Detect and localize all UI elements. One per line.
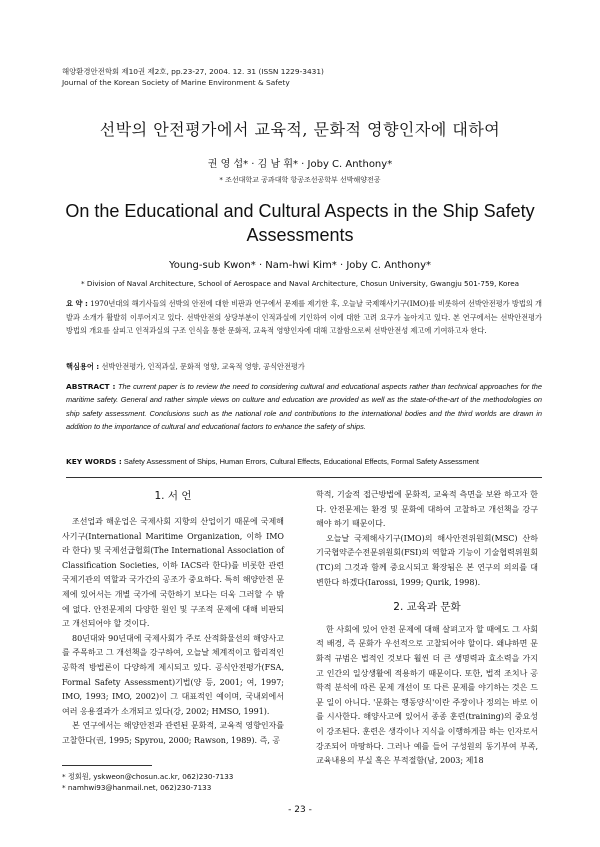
abstract-korean-label: 요 약 : xyxy=(66,299,88,308)
keywords-english-label: KEY WORDS : xyxy=(66,457,122,466)
authors-english: Young-sub Kwon* · Nam-hwi Kim* · Joby C. Anthony* xyxy=(168,260,432,271)
keywords-english-text: Safety Assessment of Ships, Human Errors, Cultural Effects, Educational Effects, Formal Safety Assessment xyxy=(123,457,479,466)
section1-continued-paragraph: 학적, 기술적 접근방법에 문화적, 교육적 측면을 보완 하고자 한다. 안전문제는 환경 및 문화에 대하여 고찰하고 개선책을 강구해야 하기 때문이다. xyxy=(316,490,538,529)
footnote-2: * namhwi93@hanmail.net, 062)230-7133 xyxy=(62,783,212,792)
keywords-korean-label: 핵심용어 : xyxy=(66,362,100,371)
page-number: - 23 - xyxy=(288,805,312,815)
left-column xyxy=(62,515,284,749)
abstract-english-text: The current paper is to review the need to considering cultural and educational aspects rather than technical approaches for the maritime safety. General and rather simple views on culture and education are provided as well as the state-of-the-art of the methodologies on ship safety assessment. Conclusions such as the national role and contributions to the international bodies and the third worlds are drawn in addition to the importance of cultural and educational factors to enhance the safety of ships. xyxy=(66,382,542,432)
keywords-korean-text: 선박안전평가, 인적과실, 문화적 영향, 교육적 영향, 공식안전평가 xyxy=(101,362,305,371)
footnotes xyxy=(62,771,233,793)
abstract-english-label: ABSTRACT : xyxy=(66,382,116,391)
right-column xyxy=(316,488,538,769)
journal-citation: 해양환경안전학회 제10권 제2호, pp.23-27, 2004. 12. 31 (ISSN 1229-3431) xyxy=(62,67,324,76)
title-korean: 선박의 안전평가에서 교육적, 문화적 영향인자에 대하여 xyxy=(99,120,501,139)
abstract-korean-text: 1970년대의 해기사들의 선박의 안전에 대한 비판과 연구에서 문제를 제기한 후, 오늘날 국제해사기구(IMO)를 비롯하여 선박안전평가 방법의 개발과 소개가 활발히 이루어지고 있다. 선박안전의 상당부분이 인적과실에 기인하여 이에 대한 고려 요구가 높아지고 있다. 본 연구에서는 선박안전평가 방법의 개요를 살피고 인적과실의 구조 인식을 통한 문화적, 교육적 영향인자에 대해 고찰함으로써 선박안전성 제고에 기여하고자 한다. xyxy=(66,299,542,335)
title-english: On the Educational and Cultural Aspects in the Ship Safety Assessments xyxy=(65,201,535,245)
section1-heading-wrap xyxy=(62,488,284,511)
section2-heading: 2. 교육과 문화 xyxy=(393,601,461,614)
section2-paragraph: 한 사회에 있어 안전 문제에 대해 살펴고자 할 때에도 그 사회적 배경, 즉 문화가 우선적으로 고찰되어야 할이다. 왜냐하면 문화적 규범은 법적인 것보다 훨씬 더 큰 생명력과 효소력을 가지고 인간의 일상생활에 적용하기 때문이다. 또한, 법적 조치나 공학적 분석에 따른 문제 개선이 또 다른 문제를 야기하는 것은 드문 일이 아니다. '문화는 행동양식'이란 주장이나 정의는 바로 이를 시사한다. 해양사고에 있어서 종종 훈련(training)의 중요성이 강조된다. 훈련은 생각이나 지식을 이행하게끔 하는 인자로서 강조되어 마땅하다. 그러나 예를 들어 구성원의 동기부여 부족, 교육내용의 부실 혹은 부적절함(남, 2003; 제18 xyxy=(316,624,538,766)
section1-heading: 1. 서 언 xyxy=(154,490,192,502)
section1-paragraph: 본 연구에서는 해양안전과 관련된 문화적, 교육적 영향인자를 고찰한다(권, 1995; Spyrou, 2000; Rawson, 1989). 즉, 공 xyxy=(62,721,284,745)
section1-paragraph: 조선업과 해운업은 국제사회 지향의 산업이기 때문에 국제해사기구(International Maritime Organization, 이하 IMO라 한다) 및 국제선급협회(The International Association of Classification Societies, 이하 IACS라 한다)를 비롯한 관련 국제기관의 역할과 국가간의 공조가 중요하다. 특히 해양안전 문제에 있어서는 개별 국가에 국한하기 보다는 더욱 그러할 수 밖에 없다. 안전문제의 다양한 원인 및 구조적 문제에 대해 비판되고 개선되어야 할 것이다. xyxy=(62,517,284,629)
journal-header xyxy=(62,66,542,88)
section1-paragraph: 80년대와 90년대에 국제사회가 주로 산적화물선의 해양사고를 주목하고 그 개선책을 강구하여, 오늘날 체계적이고 합리적인 공학적 방법론이 다양하게 제시되고 있다. 공식안전평가(FSA, Formal Safety Assessment)기법(양 등, 2001; 여, 1997; IMO, 1993; IMO, 2002)이 그 대표적인 예이며, 국내외에서 여러 응용결과가 소개되고 있다(강, 2002; HMSO, 1991). xyxy=(62,633,284,716)
footnote-divider xyxy=(62,765,152,766)
abstract-korean xyxy=(66,297,542,338)
authors-korean: 권 영 섭* · 김 남 휘* · Joby C. Anthony* xyxy=(207,159,393,170)
section1-continued-paragraph: 오늘날 국제해사기구(IMO)의 해사안전위원회(MSC) 산하 기국협약준수전문위원회(FSI)의 역할과 기능이 기술협력위원회(TC)의 그것과 함께 중요시되고 확장됨은 본 연구의 의의를 대변한다 하겠다(Iarossi, 1999; Qurik, 1998). xyxy=(316,533,538,587)
abstract-divider xyxy=(66,477,542,478)
abstract-english xyxy=(66,380,542,434)
keywords-korean xyxy=(66,362,542,372)
affiliation-korean: * 조선대학교 공과대학 항공조선공학부 선박해양전공 xyxy=(219,176,381,184)
keywords-english xyxy=(66,457,542,466)
affiliation-english: * Division of Naval Architecture, School of Aerospace and Naval Architecture, Chosun University, Gwangju 501-759, Korea xyxy=(80,279,520,288)
journal-name: Journal of the Korean Society of Marine Environment & Safety xyxy=(62,78,290,87)
footnote-1: * 정회원, yskweon@chosun.ac.kr, 062)230-7133 xyxy=(62,772,234,781)
